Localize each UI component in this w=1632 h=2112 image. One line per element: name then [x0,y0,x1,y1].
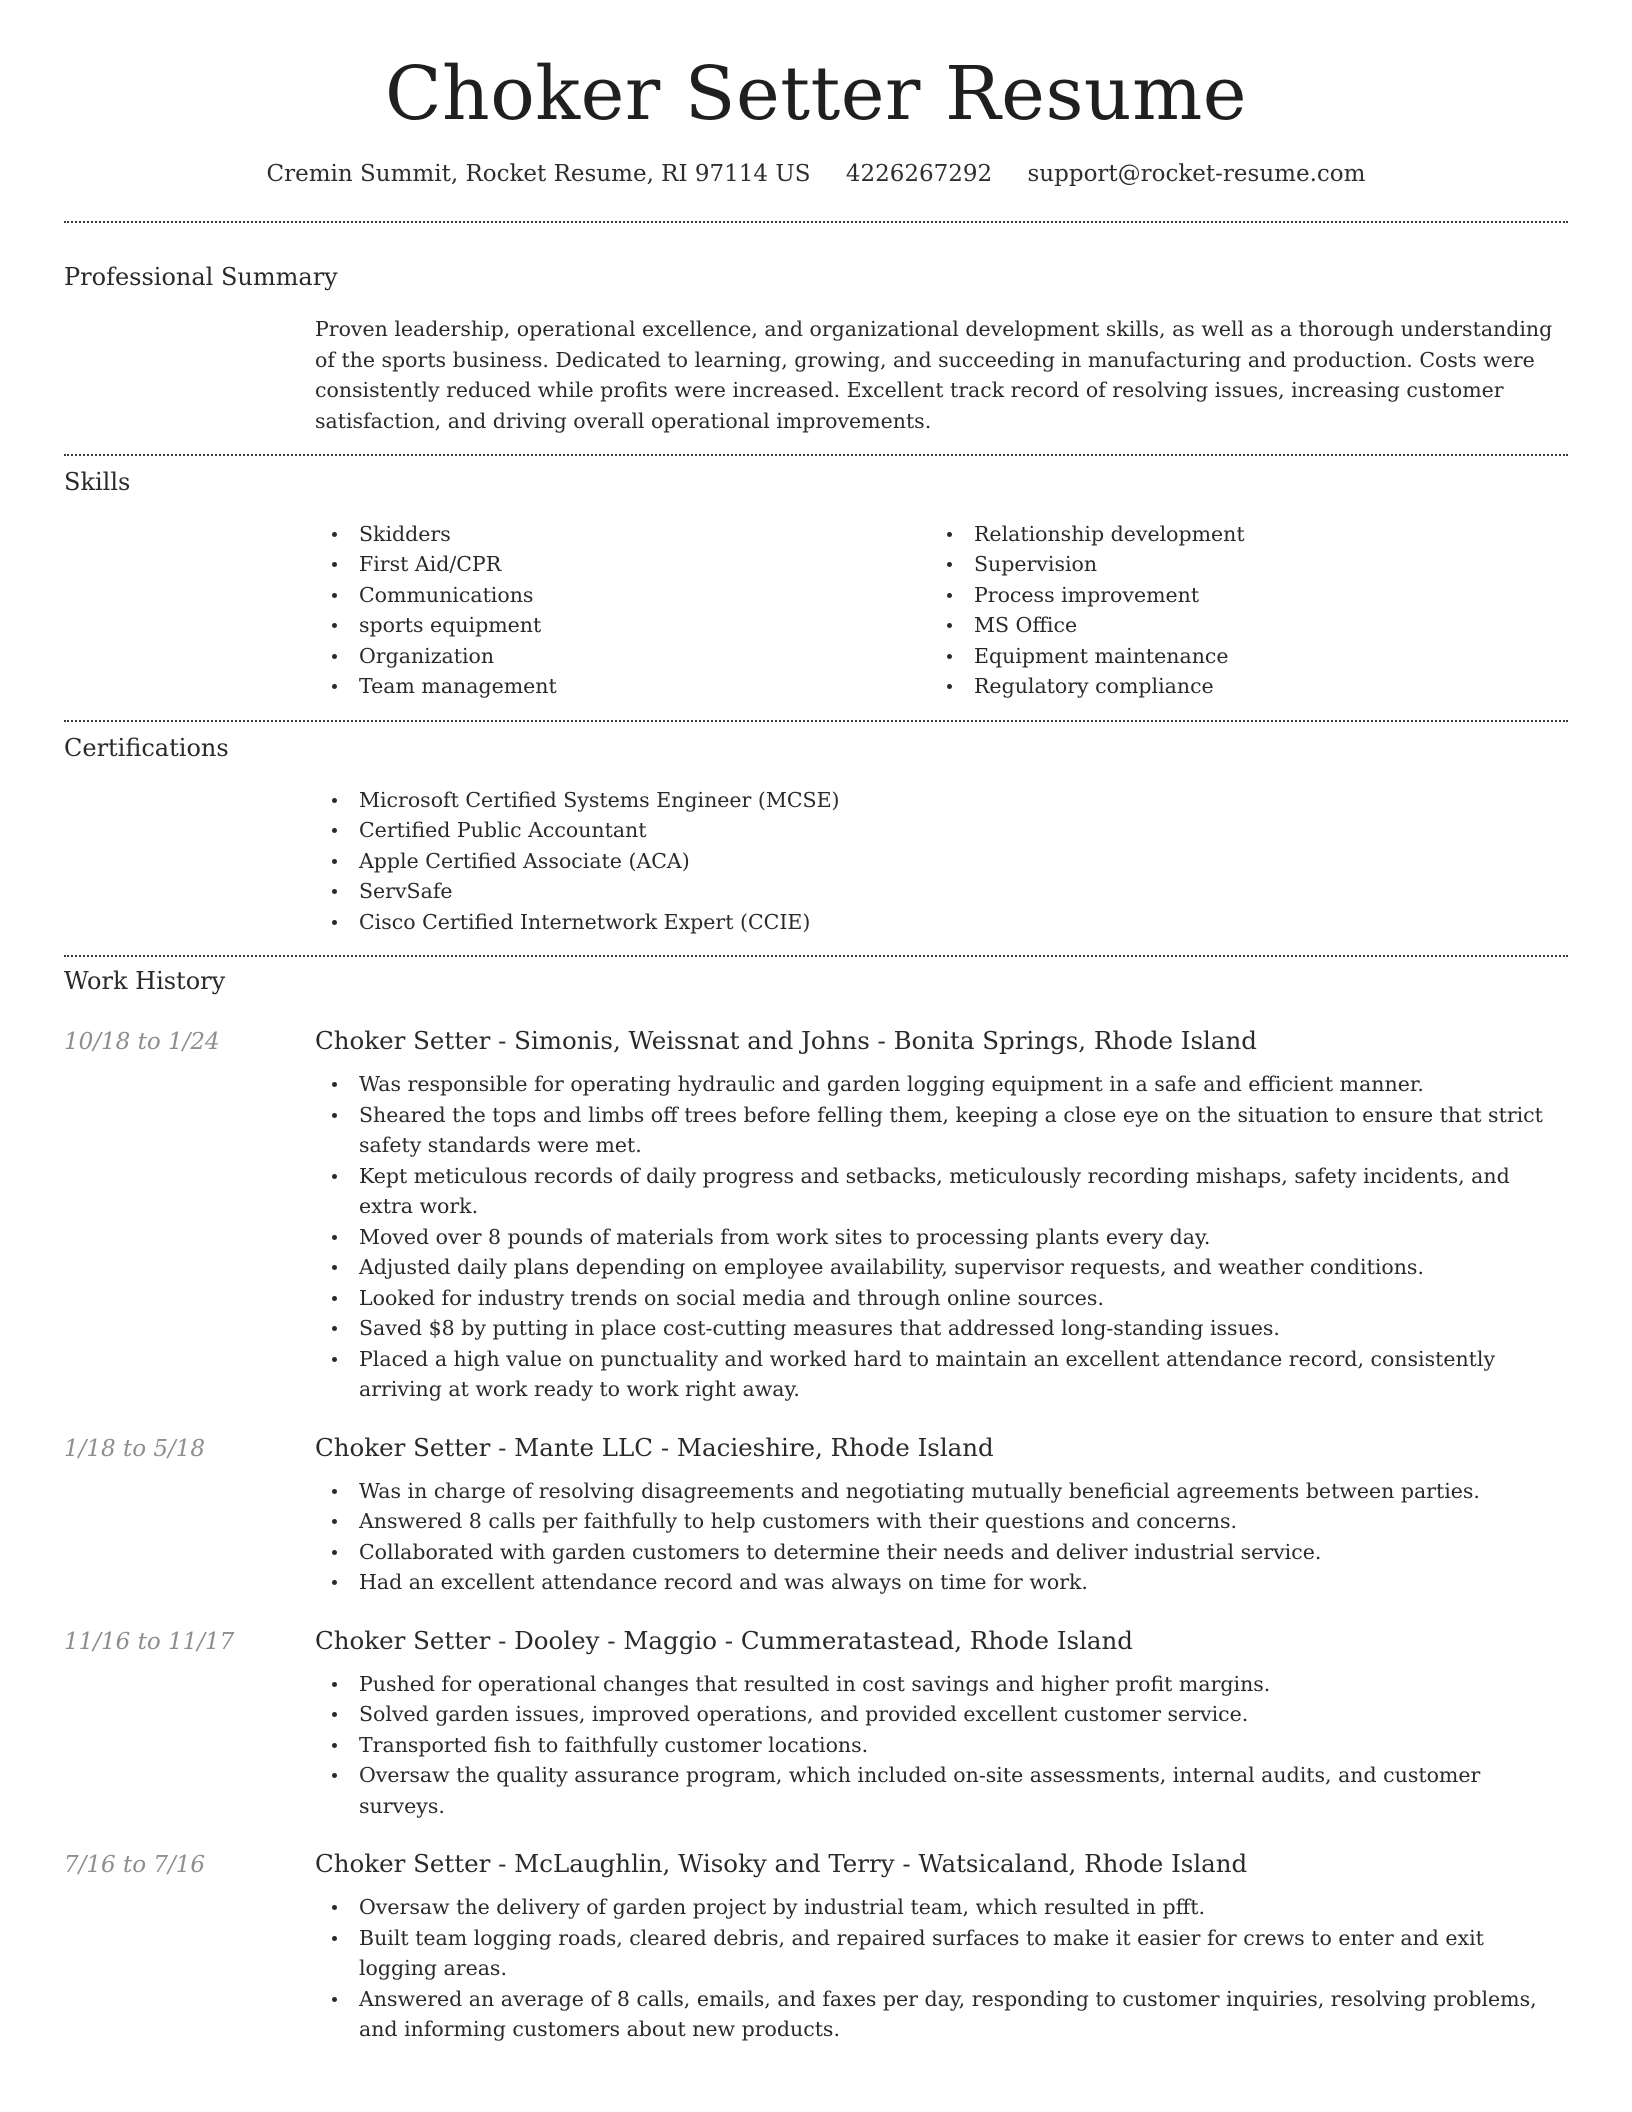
certifications-body [315,785,1568,938]
contact-address: Cremin Summit, Rocket Resume, RI 97114 US [266,161,811,188]
job-header [64,1026,1568,1055]
skill-item: Organization [315,641,930,672]
contact-email: support@rocket-resume.com [1027,161,1366,188]
job-bullet: Collaborated with garden customers to determine their needs and deliver industrial service. [315,1537,1568,1568]
job-bullet: Transported fish to faithfully customer locations. [315,1730,1568,1761]
job-bullet-list [315,1892,1568,2045]
job-bullet-list [315,1476,1568,1598]
contact-line [64,161,1568,187]
skills-list-left [315,519,930,702]
job-bullet: Placed a high value on punctuality and worked hard to maintain an excellent attendance record, consistently arriving at work ready to work right away. [315,1344,1568,1405]
certifications-list [315,785,1568,938]
job-bullet: Saved $8 by putting in place cost-cutting measures that addressed long-standing issues. [315,1313,1568,1344]
work-history-section [64,957,1568,2044]
skills-heading: Skills [64,468,131,497]
job-entry [64,1849,1568,2045]
job-bullet: Was responsible for operating hydraulic and garden logging equipment in a safe and efficient manner. [315,1069,1568,1100]
contact-phone: 4226267292 [845,161,993,188]
job-bullet: Oversaw the delivery of garden project by industrial team, which resulted in pfft. [315,1892,1568,1923]
job-title: Choker Setter - McLaughlin, Wisoky and Terry - Watsicaland, Rhode Island [315,1849,1248,1879]
job-bullet: Answered an average of 8 calls, emails, and faxes per day, responding to customer inquiries, resolving problems, and informing customers about new products. [315,1984,1568,2045]
job-bullet: Looked for industry trends on social media and through online sources. [315,1283,1568,1314]
job-bullet: Pushed for operational changes that resulted in cost savings and higher profit margins. [315,1669,1568,1700]
skill-item: Equipment maintenance [930,641,1545,672]
job-entry [64,1026,1568,1405]
job-header [64,1849,1568,1878]
job-header [64,1433,1568,1462]
summary-text: Proven leadership, operational excellence, and organizational development skills, as well as a thorough understanding of the sports business. Dedicated to learning, growing, and succeeding in manufacturing and production. Costs were consistently reduced while profits were increased. Excellent track record of resolving issues, increasing customer satisfaction, and driving overall operational improvements. [315,317,1553,433]
skill-item: Process improvement [930,580,1545,611]
job-bullet: Solved garden issues, improved operations, and provided excellent customer service. [315,1699,1568,1730]
skills-list-right [930,519,1545,702]
job-title: Choker Setter - Simonis, Weissnat and Johns - Bonita Springs, Rhode Island [315,1026,1257,1056]
job-bullet: Had an excellent attendance record and was always on time for work. [315,1567,1568,1598]
skill-item: Team management [315,671,930,702]
job-dates: 1/18 to 5/18 [64,1435,206,1462]
certification-item: Cisco Certified Internetwork Expert (CCIE) [315,907,1568,938]
jobs-list [64,1026,1568,2045]
certifications-heading: Certifications [64,733,229,762]
work-history-heading: Work History [64,967,226,996]
job-bullet: Oversaw the quality assurance program, which included on-site assessments, internal audits, and customer surveys. [315,1760,1568,1821]
job-entry [64,1626,1568,1822]
job-bullet: Sheared the tops and limbs off trees before felling them, keeping a close eye on the situation to ensure that strict safety standards were met. [315,1100,1568,1161]
skill-item: Skidders [315,519,930,550]
skill-item: First Aid/CPR [315,549,930,580]
skill-item: sports equipment [315,610,930,641]
job-dates: 11/16 to 11/17 [64,1628,235,1655]
job-title: Choker Setter - Dooley - Maggio - Cummeratastead, Rhode Island [315,1625,1133,1655]
job-header [64,1626,1568,1655]
resume-header [64,0,1568,187]
job-entry [64,1433,1568,1598]
certification-item: Microsoft Certified Systems Engineer (MCSE) [315,785,1568,816]
certifications-section [64,722,1568,937]
job-bullet: Adjusted daily plans depending on employee availability, supervisor requests, and weather conditions. [315,1252,1568,1283]
job-title: Choker Setter - Mante LLC - Macieshire, Rhode Island [315,1432,994,1462]
resume-title: Choker Setter Resume [384,51,1248,137]
skills-columns [315,519,1568,702]
job-bullet-list [315,1069,1568,1405]
job-bullet: Moved over 8 pounds of materials from work sites to processing plants every day. [315,1222,1568,1253]
skills-section [64,456,1568,702]
skill-item: Regulatory compliance [930,671,1545,702]
job-bullet: Built team logging roads, cleared debris, and repaired surfaces to make it easier for crews to enter and exit logging areas. [315,1923,1568,1984]
certification-item: ServSafe [315,876,1568,907]
summary-heading: Professional Summary [64,263,338,292]
job-bullet: Answered 8 calls per faithfully to help customers with their questions and concerns. [315,1506,1568,1537]
job-bullet: Kept meticulous records of daily progress and setbacks, meticulously recording mishaps, safety incidents, and extra work. [315,1161,1568,1222]
skill-item: Relationship development [930,519,1545,550]
job-dates: 10/18 to 1/24 [64,1029,220,1056]
job-bullet: Was in charge of resolving disagreements and negotiating mutually beneficial agreements between parties. [315,1476,1568,1507]
skill-item: Communications [315,580,930,611]
skill-item: MS Office [930,610,1545,641]
summary-section [64,223,1568,436]
certification-item: Certified Public Accountant [315,815,1568,846]
skill-item: Supervision [930,549,1545,580]
job-dates: 7/16 to 7/16 [64,1852,206,1879]
certification-item: Apple Certified Associate (ACA) [315,846,1568,877]
job-bullet-list [315,1669,1568,1822]
